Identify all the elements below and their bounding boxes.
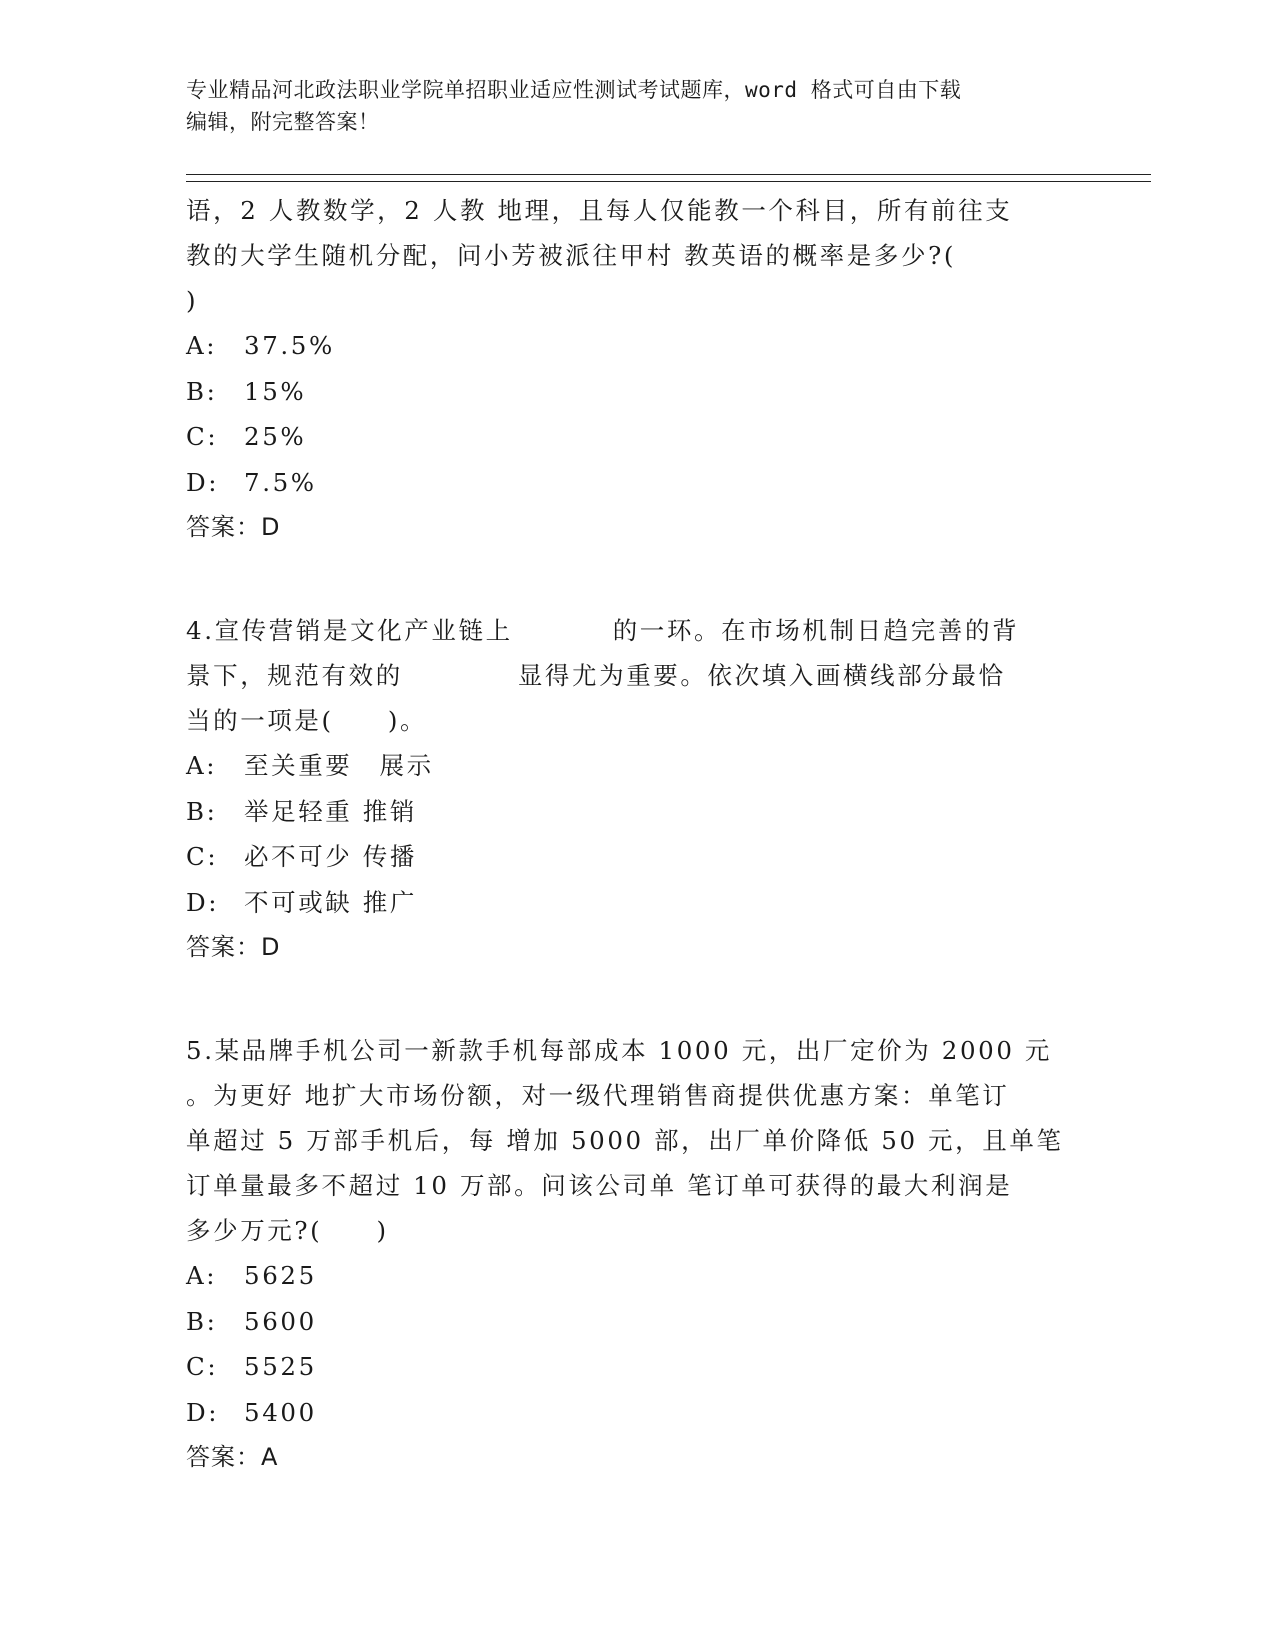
question-4-line-1-start: 4.宣传营销是文化产业链上	[186, 616, 513, 645]
question-spacer	[186, 970, 1086, 1028]
header-rule-top	[186, 174, 1151, 175]
question-4-answer: 答案：D	[186, 933, 281, 961]
option-key: C:	[186, 1352, 219, 1381]
question-5-answer: 答案：A	[186, 1443, 279, 1471]
question-5-option-b	[186, 1299, 1086, 1345]
question-4-line-2	[186, 653, 1086, 698]
question-4-line-2-start: 景下，规范有效的	[186, 661, 403, 690]
question-4-line-1	[186, 608, 1086, 653]
option-key: D:	[186, 467, 220, 497]
question-4-line-2-end: 显得尤为重要。依次填入画横线部分最恰	[517, 661, 1006, 690]
option-key: B:	[186, 1306, 218, 1336]
option-text: 举足轻重 推销	[244, 796, 417, 826]
question-5	[186, 1028, 1086, 1480]
option-text: 7.5%	[244, 467, 317, 497]
question-3-option-a	[186, 323, 1086, 369]
question-5-line-5: 多少万元?( )	[186, 1216, 389, 1245]
option-key: A:	[186, 751, 218, 780]
question-4-option-d	[186, 880, 1086, 926]
question-5-option-a	[186, 1253, 1086, 1299]
option-text: 5625	[244, 1261, 317, 1290]
option-key: A:	[186, 1261, 218, 1290]
question-3-line-1: 语，2 人教数学，2 人教 地理，且每人仅能教一个科目，所有前往支	[186, 196, 1013, 225]
option-key: B:	[186, 376, 218, 406]
option-key: D:	[186, 887, 220, 917]
option-key: C:	[186, 422, 219, 451]
option-key: C:	[186, 842, 219, 871]
question-3-option-b	[186, 369, 1086, 415]
question-3-option-c	[186, 414, 1086, 460]
option-text: 25%	[244, 422, 307, 451]
question-3-line-3: )	[186, 286, 199, 315]
question-5-option-d	[186, 1390, 1086, 1436]
question-4-option-a	[186, 743, 1086, 789]
question-3-answer: 答案：D	[186, 513, 281, 541]
option-key: B:	[186, 796, 218, 826]
option-key: D:	[186, 1397, 220, 1427]
option-text: 5600	[244, 1306, 317, 1336]
question-3	[186, 188, 1086, 550]
question-5-line-2: 。为更好 地扩大市场份额，对一级代理销售商提供优惠方案：单笔订	[186, 1081, 1010, 1110]
option-text: 5400	[244, 1397, 317, 1427]
question-3-option-d	[186, 460, 1086, 506]
option-text: 15%	[244, 376, 307, 406]
option-key: A:	[186, 331, 218, 360]
option-text: 不可或缺 推广	[244, 887, 417, 917]
question-3-line-2: 教的大学生随机分配，问小芳被派往甲村 教英语的概率是多少?(	[186, 241, 956, 270]
question-4-option-b	[186, 789, 1086, 835]
question-5-option-c	[186, 1344, 1086, 1390]
page-content	[186, 188, 1086, 1480]
document-header	[186, 74, 1086, 138]
option-text: 5525	[244, 1352, 317, 1381]
option-text: 必不可少 传播	[244, 842, 417, 871]
header-line-1: 专业精品河北政法职业学院单招职业适应性测试考试题库，word 格式可自由下载	[186, 78, 962, 102]
question-4	[186, 608, 1086, 970]
option-text: 37.5%	[244, 331, 335, 360]
question-spacer	[186, 550, 1086, 608]
header-rule-bottom	[186, 181, 1151, 182]
option-text: 至关重要 展示	[244, 751, 434, 780]
question-5-line-3: 单超过 5 万部手机后，每 增加 5000 部，出厂单价降低 50 元，且单笔	[186, 1126, 1064, 1155]
header-line-2: 编辑，附完整答案！	[186, 110, 380, 134]
question-4-line-3: 当的一项是( )。	[186, 706, 428, 735]
question-5-line-4: 订单量最多不超过 10 万部。问该公司单 笔订单可获得的最大利润是	[186, 1171, 1013, 1200]
question-4-option-c	[186, 834, 1086, 880]
question-5-line-1: 5.某品牌手机公司一新款手机每部成本 1000 元，出厂定价为 2000 元	[186, 1036, 1053, 1065]
question-4-line-1-end: 的一环。在市场机制日趋完善的背	[612, 616, 1020, 645]
